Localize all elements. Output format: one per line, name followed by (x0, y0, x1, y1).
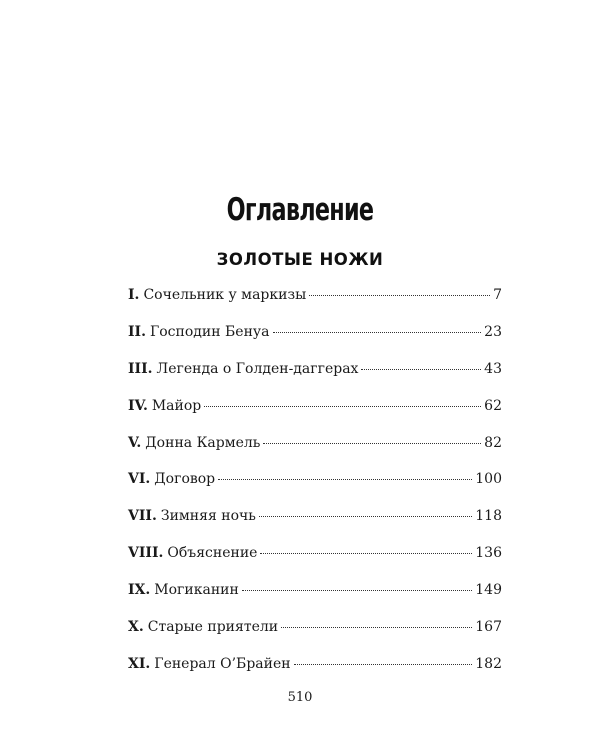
chapter-title: Господин Бенуа (149, 323, 270, 340)
chapter-page: 182 (475, 655, 502, 672)
chapter-title: Объяснение (167, 545, 258, 562)
dot-leader (263, 443, 481, 444)
toc-entry[interactable] (128, 361, 502, 398)
chapter-page: 43 (484, 360, 502, 377)
chapter-number: VIII. (128, 545, 164, 562)
chapter-title: Договор (154, 471, 216, 488)
dot-leader (259, 516, 472, 517)
chapter-page: 149 (475, 582, 502, 599)
toc-entry[interactable] (128, 324, 502, 361)
toc-entry[interactable] (128, 619, 502, 656)
chapter-title: Майор (151, 397, 202, 414)
chapter-number: I. (128, 287, 140, 303)
chapter-number: VII. (128, 508, 157, 525)
toc-entry[interactable] (128, 398, 502, 435)
chapter-number: X. (128, 619, 144, 636)
page-title: Оглавление (226, 192, 374, 228)
dot-leader (260, 553, 472, 554)
chapter-page: 7 (493, 287, 502, 303)
chapter-page: 62 (484, 397, 502, 414)
dot-leader (218, 479, 472, 480)
chapter-title: Сочельник у маркизы (143, 287, 307, 303)
toc-entry[interactable] (128, 656, 502, 693)
dot-leader (281, 627, 472, 628)
chapter-title: Могиканин (154, 582, 239, 599)
section-title: ЗОЛОТЫЕ НОЖИ (216, 250, 384, 269)
chapter-number: IV. (128, 397, 148, 414)
chapter-number: VI. (128, 471, 151, 488)
chapter-page: 118 (475, 508, 502, 525)
chapter-page: 136 (475, 545, 502, 562)
toc-entry[interactable] (128, 508, 502, 545)
dot-leader (361, 369, 481, 370)
chapter-title: Старые приятели (147, 619, 279, 636)
chapter-number: III. (128, 360, 153, 377)
dot-leader (273, 332, 482, 333)
chapter-page: 82 (484, 434, 502, 451)
dot-leader (309, 295, 490, 296)
chapter-title: Генерал О’Брайен (154, 655, 291, 672)
chapter-number: XI. (128, 655, 151, 672)
dot-leader (242, 590, 472, 591)
chapter-number: IX. (128, 582, 151, 599)
chapter-title: Донна Кармель (145, 434, 261, 451)
toc-entry[interactable] (128, 545, 502, 582)
toc-entry[interactable] (128, 435, 502, 472)
dot-leader (204, 406, 481, 407)
page-number: 510 (287, 690, 313, 705)
toc-entry[interactable] (128, 471, 502, 508)
table-of-contents (128, 287, 502, 693)
toc-entry[interactable] (128, 287, 502, 324)
toc-entry[interactable] (128, 582, 502, 619)
chapter-page: 23 (484, 323, 502, 340)
chapter-title: Легенда о Голден-даггерах (156, 360, 359, 377)
chapter-page: 100 (475, 471, 502, 488)
dot-leader (294, 664, 473, 665)
chapter-number: V. (128, 434, 142, 451)
chapter-page: 167 (475, 619, 502, 636)
chapter-title: Зимняя ночь (160, 508, 256, 525)
chapter-number: II. (128, 323, 146, 340)
